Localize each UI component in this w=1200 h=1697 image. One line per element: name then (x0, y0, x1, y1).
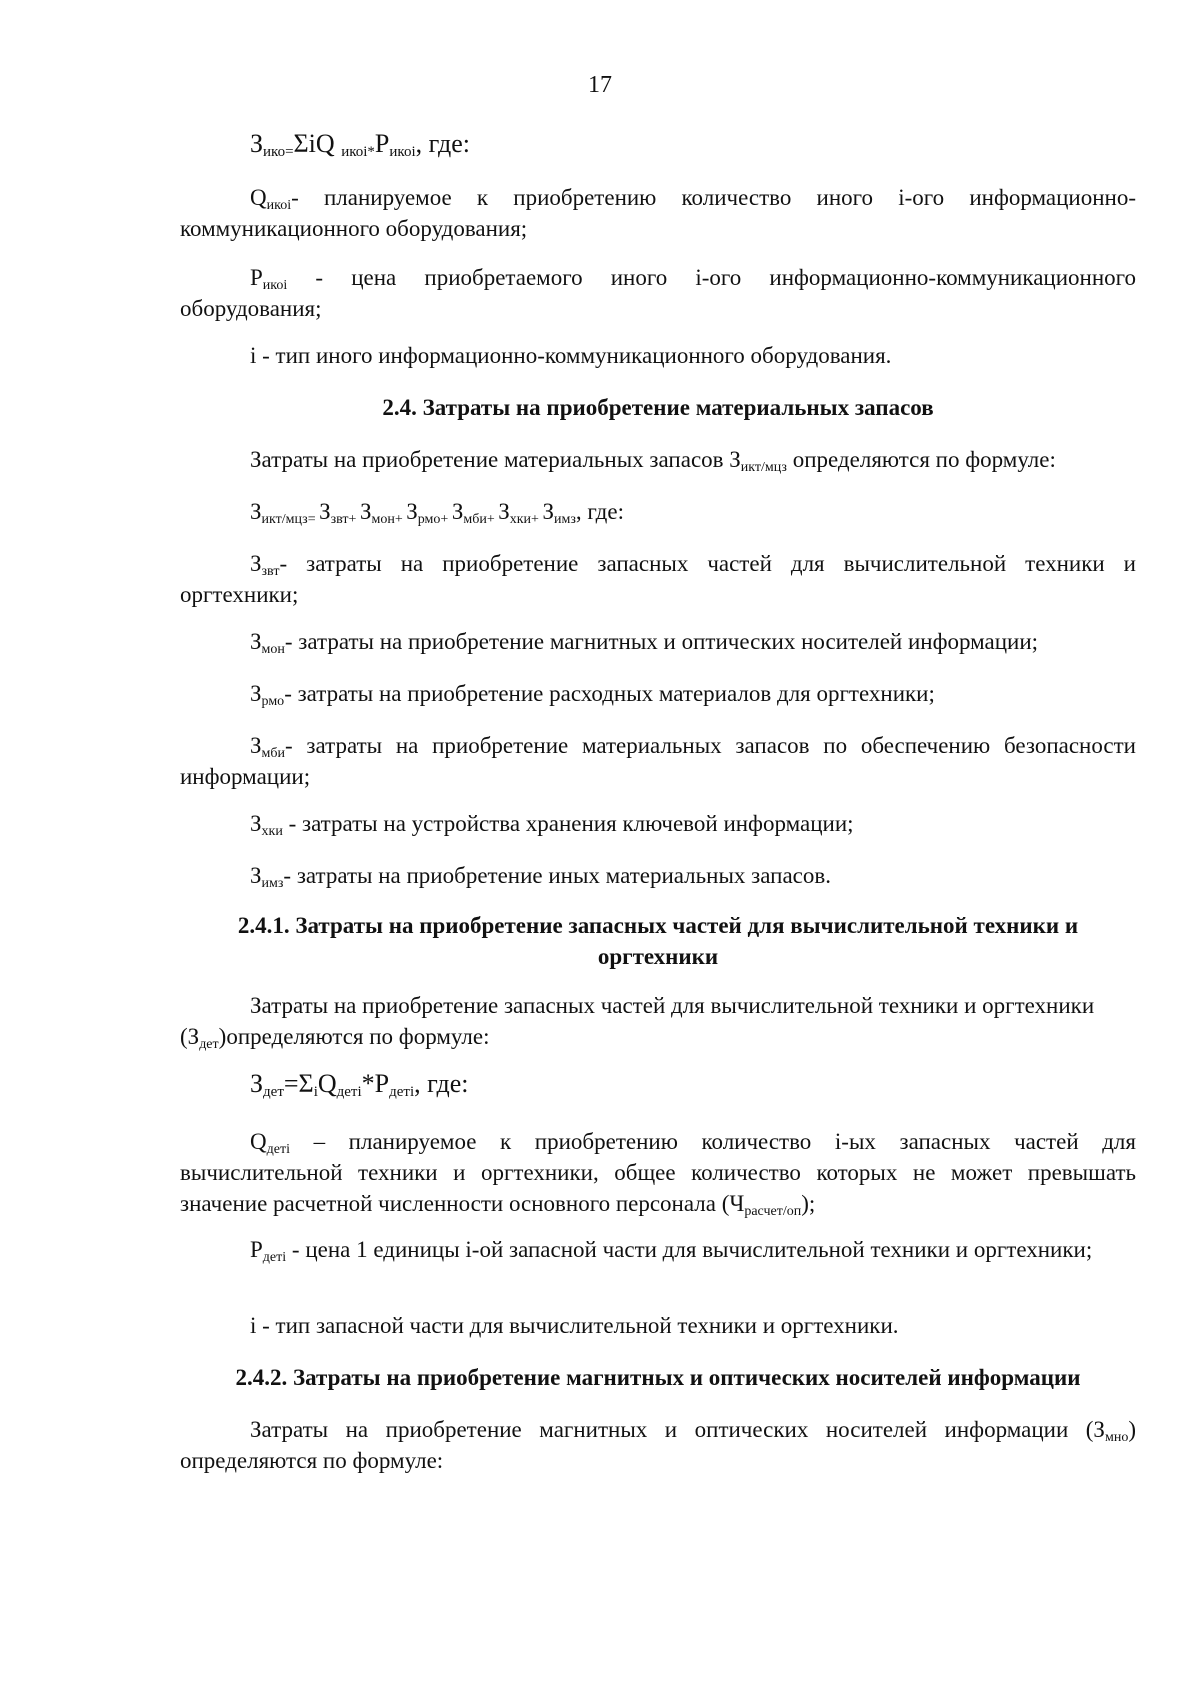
text-run: i - тип иного информационно-коммуникационного оборудования. (250, 343, 892, 368)
subscript: хки (261, 824, 283, 839)
text-run: З (451, 499, 464, 524)
text-run: - затраты на приобретение материальных запасов по обеспечению безопасности информации; (180, 733, 1136, 789)
subscript: i (313, 1084, 318, 1100)
subscript: рмо (261, 694, 285, 709)
subscript: хки+ (509, 512, 543, 527)
subscript: имз (553, 512, 576, 527)
section-heading-2-4 (180, 392, 1136, 423)
text-run: *P (361, 1069, 390, 1098)
subscript: детi (389, 1084, 415, 1100)
text-run: - затраты на устройства хранения ключевой информации; (282, 811, 854, 836)
definition-i-iko (180, 340, 1136, 371)
subscript: рмо+ (417, 512, 452, 527)
text-run: З (250, 681, 262, 706)
formula-iko (180, 128, 1136, 159)
text-run: - цена 1 единицы i-ой запасной части для вычислительной техники и оргтехники; (286, 1237, 1093, 1262)
definition-p-det (180, 1234, 1136, 1265)
text-run: З (250, 551, 262, 576)
text-run: - затраты на приобретение магнитных и оптических носителей информации; (284, 629, 1039, 654)
page-number: 17 (588, 72, 612, 98)
text-run: З (406, 499, 418, 524)
text-run: 2.4. Затраты на приобретение материальных запасов (382, 395, 934, 420)
section-description-2-4-2 (180, 1414, 1136, 1476)
subscript: ико= (263, 144, 294, 160)
text-run: - цена приобретаемого иного i-ого информационно-коммуникационного оборудования; (180, 265, 1136, 321)
subscript: звт+ (330, 512, 360, 527)
subscript: имз (261, 876, 284, 891)
text-run: определяются по формуле: (786, 447, 1056, 472)
text-run: 2.4.1. Затраты на приобретение запасных частей для вычислительной техники и оргтехники (237, 913, 1079, 969)
text-run: З (498, 499, 510, 524)
subscript: мно (1104, 1430, 1129, 1445)
text-run: З (250, 499, 262, 524)
subscript: икоi (389, 144, 416, 160)
text-run: Q (250, 185, 267, 210)
definition-i-det (180, 1310, 1136, 1341)
subscript: икоi (266, 198, 292, 213)
text-run: =Σ (283, 1069, 314, 1098)
text-run: i - тип запасной части для вычислительной техники и оргтехники. (250, 1313, 899, 1338)
definition-zimz (180, 860, 1136, 891)
text-run: P (250, 1237, 263, 1262)
text-run: ΣiQ (293, 129, 342, 158)
text-run: З (250, 811, 262, 836)
section-heading-2-4-1 (180, 910, 1136, 972)
section-heading-2-4-2 (180, 1362, 1136, 1393)
text-run: P (250, 265, 263, 290)
text-run: З (250, 1069, 264, 1098)
text-run: З (319, 499, 331, 524)
text-run: - затраты на приобретение расходных материалов для оргтехники; (284, 681, 935, 706)
subscript: икоi (262, 278, 288, 293)
definition-q-iko (180, 182, 1136, 244)
definition-p-iko (180, 262, 1136, 324)
text-run: )определяются по формуле: (218, 1024, 490, 1049)
text-run: P (374, 129, 390, 158)
text-run: , где: (414, 1069, 469, 1098)
subscript: икоi* (341, 144, 375, 160)
text-run: - затраты на приобретение запасных частей для вычислительной техники и оргтехники; (180, 551, 1136, 607)
text-run: Затраты на приобретение материальных запасов З (250, 447, 741, 472)
subscript: мби+ (463, 512, 499, 527)
subscript: дет (199, 1037, 219, 1052)
definition-q-det (180, 1126, 1136, 1219)
text-run: Q (317, 1069, 337, 1098)
text-run: Затраты на приобретение магнитных и оптических носителей информации (З (250, 1417, 1105, 1442)
text-run: - планируемое к приобретению количество иного i-ого информационно-коммуникационного оборудования; (180, 185, 1136, 241)
subscript: мон (261, 642, 285, 657)
text-run: , где: (575, 499, 624, 524)
text-run: Q (250, 1129, 267, 1154)
definition-zvt (180, 548, 1136, 610)
text-run: З (250, 733, 262, 758)
formula-material-reserves (180, 496, 1136, 527)
text-run: З (250, 863, 262, 888)
subscript: мон+ (371, 512, 407, 527)
subscript: звт (261, 564, 280, 579)
subscript: расчет/оп (744, 1204, 802, 1219)
definition-zmon (180, 626, 1136, 657)
text-run: 2.4.2. Затраты на приобретение магнитных и оптических носителей информации (235, 1365, 1081, 1390)
definition-zmbi (180, 730, 1136, 792)
definition-zrmo (180, 678, 1136, 709)
section-description-2-4 (180, 444, 1136, 475)
text-run: З (542, 499, 554, 524)
subscript: дет (263, 1084, 284, 1100)
text-run: ); (801, 1191, 816, 1216)
text-run: – планируемое к приобретению количество i-ых запасных частей для вычислительной техники и оргтехники, общее количество которых не может превышать значение расчетной численности основного персонала (Ч (180, 1129, 1136, 1216)
text-run: З (250, 129, 264, 158)
text-run: ) определяются по формуле: (180, 1417, 1136, 1473)
subscript: икт/мцз= (261, 512, 320, 527)
subscript: детi (266, 1142, 290, 1157)
text-run: З (250, 629, 262, 654)
subscript: мби (261, 746, 286, 761)
text-run: Затраты на приобретение запасных частей для вычислительной техники и оргтехники (З (180, 993, 1095, 1049)
definition-zhki (180, 808, 1136, 839)
section-description-2-4-1 (180, 990, 1136, 1052)
text-run: , где: (415, 129, 470, 158)
subscript: детi (336, 1084, 362, 1100)
formula-det (180, 1068, 1136, 1099)
subscript: икт/мцз (740, 460, 787, 475)
text-run: З (359, 499, 372, 524)
text-run: - затраты на приобретение иных материальных запасов. (283, 863, 831, 888)
subscript: детi (262, 1250, 287, 1265)
